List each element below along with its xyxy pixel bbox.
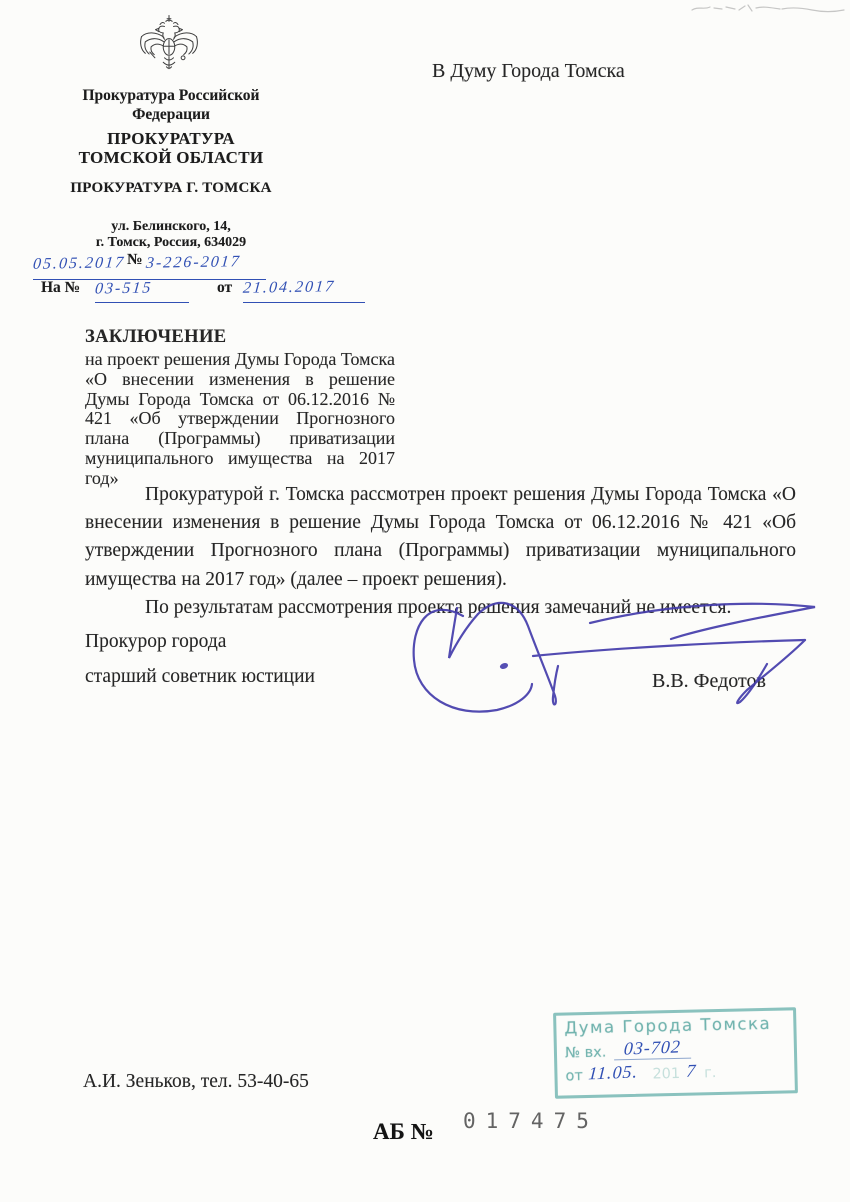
stamp-incoming-row [565, 1034, 786, 1061]
letterhead-federation-line2: Федерации [132, 106, 210, 123]
stamp-incoming-label: № вх. [564, 1044, 607, 1062]
letterhead-region-line2: ТОМСКОЙ ОБЛАСТИ [78, 148, 264, 167]
stamp-date-row [565, 1058, 786, 1084]
letterhead-address-line2: г. Томск, Россия, 634029 [95, 235, 247, 250]
stamp-year-printed: 201 [652, 1065, 681, 1083]
outgoing-date-handwriting: 05.05.2017 [32, 254, 126, 273]
stamp-date-handwriting: 11.05. [588, 1061, 640, 1084]
conclusion-subject: на проект решения Думы Города Томска «О внесении изменения в решение Думы Города Томска от 06.12.2016 № 421 «Об утверждении Прогнозного плана (Программы) приватизации муниципального имущества на 2017 год» [85, 349, 395, 488]
pencil-note-scribble [690, 1, 848, 17]
form-series-label: АБ № [373, 1119, 434, 1144]
letterhead-federation-line1: Прокуратура Российской [82, 87, 260, 104]
executor-contact: А.И. Зеньков, тел. 53-40-65 [83, 1071, 309, 1092]
russian-coat-of-arms-icon [137, 6, 201, 84]
stamp-incoming-number-field [614, 1037, 691, 1061]
incoming-from-label: от [217, 279, 233, 296]
form-number-stamped: 017475 [463, 1109, 599, 1133]
incoming-date-handwriting: 21.04.2017 [242, 278, 336, 297]
outgoing-number-field [146, 254, 266, 280]
signer-position-line1: Прокурор города [85, 631, 227, 652]
stamp-year-suffix: г. [703, 1065, 717, 1082]
signer-name: В.В. Федотов [652, 670, 766, 692]
incoming-number-field [95, 280, 189, 303]
stamp-incoming-number-handwriting: 03-702 [623, 1036, 683, 1059]
body-paragraph-1: Прокуратурой г. Томска рассмотрен проект решения Думы Города Томска «О внесении изменения в решение Думы Города Томска от 06.12.2016 № 421 «Об утверждении Прогнозного плана (Программы) приватизации муниципального имущества на 2017 год» (далее – проект решения). [85, 484, 796, 590]
recipient-line: В Думу Города Томска [432, 60, 625, 82]
conclusion-title-block [85, 327, 395, 489]
letterhead-federation [40, 86, 302, 124]
handwritten-signature-icon [405, 596, 817, 728]
stamp-organization: Дума Города Томска [564, 1013, 772, 1038]
conclusion-heading: ЗАКЛЮЧЕНИЕ [85, 327, 227, 347]
body-paragraph-2: По результатам рассмотрения проекта решения замечаний не имеется. [145, 596, 732, 618]
signer-position-line2: старший советник юстиции [85, 666, 315, 687]
stamp-from-label: от [565, 1068, 584, 1085]
letterhead-region [40, 129, 302, 167]
incoming-number-handwriting: 03-515 [94, 279, 154, 298]
letterhead-address [40, 219, 302, 251]
incoming-number-label: На № [41, 279, 81, 296]
letterhead-address-line1: ул. Белинского, 14, [111, 219, 231, 234]
letterhead [40, 86, 302, 251]
duma-incoming-stamp [553, 1007, 798, 1098]
stamp-year-digit-handwriting: 7 [685, 1060, 697, 1081]
ink-dot [499, 662, 509, 670]
outgoing-number-handwriting: 3-226-2017 [145, 253, 242, 272]
incoming-date-field [243, 279, 365, 303]
letterhead-region-line1: ПРОКУРАТУРА [107, 129, 235, 148]
number-sign-label: № [127, 251, 143, 268]
letterhead-city-office: ПРОКУРАТУРА Г. ТОМСКА [70, 180, 272, 196]
